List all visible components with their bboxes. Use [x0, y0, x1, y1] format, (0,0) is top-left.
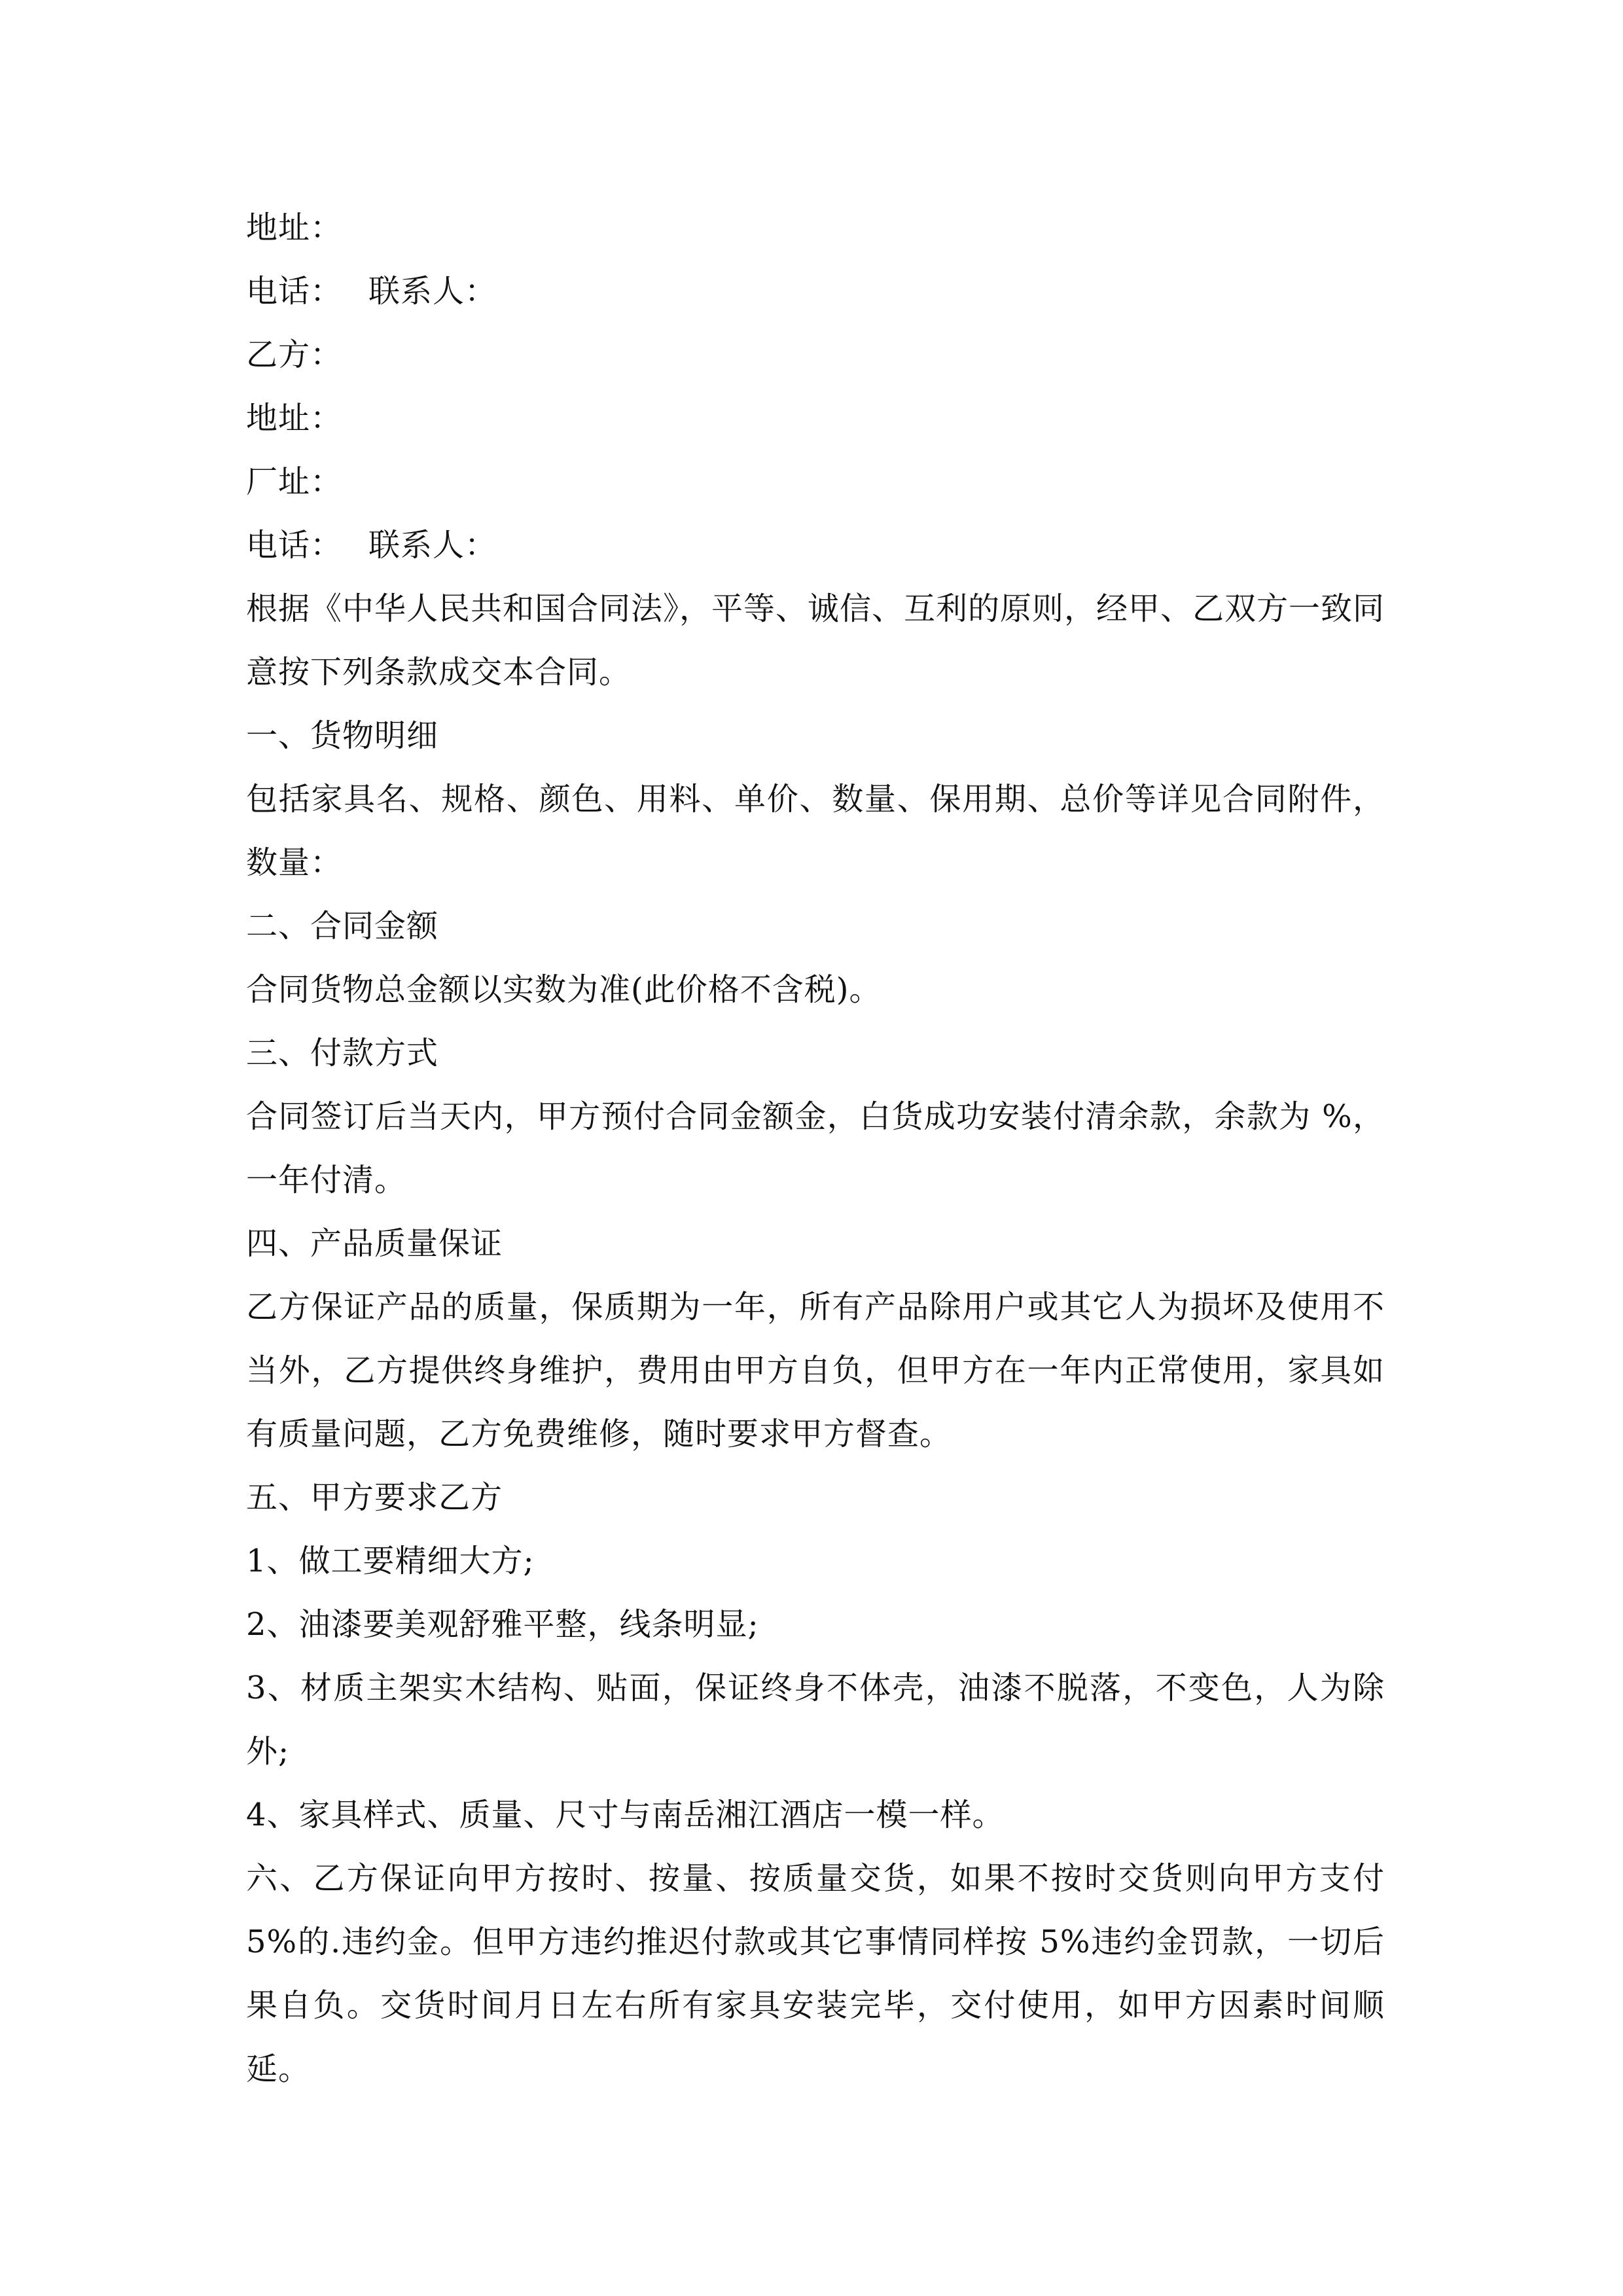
requirement-item-4: 4、家具样式、质量、尺寸与南岳湘江酒店一模一样。: [246, 1797, 1005, 1833]
requirement-item-2: 2、油漆要美观舒雅平整，线条明显;: [246, 1606, 759, 1643]
party-b-title: 乙方：: [246, 336, 343, 373]
party-a-phone-contact: [246, 260, 1385, 323]
section-quality-heading: 四、产品质量保证: [246, 1225, 503, 1262]
party-b-address: 地址：: [246, 400, 343, 437]
section-delivery-body: 六、乙方保证向甲方按时、按量、按质量交货，如果不按时交货则向甲方支付 5%的.违约金。但甲方违约推迟付款或其它事情同样按 5%违约金罚款，一切后果自负。交货时间月日左右所有家具安装完毕，交付使用，如甲方因素时间顺延。: [246, 1860, 1385, 2087]
requirement-item-3: 3、材质主架实木结构、贴面，保证终身不体壳，油漆不脱落，不变色，人为除外;: [246, 1670, 1385, 1770]
party-a-phone-label: 电话：: [246, 273, 343, 310]
section-amount-heading: 二、合同金额: [246, 908, 439, 944]
party-b-phone-contact: [246, 514, 1385, 577]
party-a-address: 地址：: [246, 209, 343, 246]
contract-body: [246, 196, 1385, 2101]
requirement-item-1: 1、做工要精细大方;: [246, 1543, 535, 1579]
section-amount-body: 合同货物总金额以实数为准(此价格不含税)。: [246, 971, 882, 1008]
section-goods-heading: 一、货物明细: [246, 717, 439, 754]
section-payment-body: 合同签订后当天内，甲方预付合同金额金，白货成功安装付清余款，余款为 %，一年付清。: [246, 1098, 1385, 1198]
party-b-contact-label: 联系人：: [368, 527, 497, 564]
section-quality-body: 乙方保证产品的质量，保质期为一年，所有产品除用户或其它人为损坏及使用不当外，乙方提供终身维护，费用由甲方自负，但甲方在一年内正常使用，家具如有质量问题，乙方免费维修，随时要求甲方督查。: [246, 1289, 1385, 1452]
party-a-contact-label: 联系人：: [368, 273, 497, 310]
party-b-factory: 厂址：: [246, 463, 343, 500]
section-payment-heading: 三、付款方式: [246, 1035, 439, 1071]
party-b-phone-label: 电话：: [246, 527, 343, 564]
section-requirements-heading: 五、甲方要求乙方: [246, 1479, 503, 1516]
preamble-paragraph: 根据《中华人民共和国合同法》，平等、诚信、互利的原则，经甲、乙双方一致同意按下列条款成交本合同。: [246, 590, 1385, 691]
section-goods-body: 包括家具名、规格、颜色、用料、单价、数量、保用期、总价等详见合同附件，数量：: [246, 781, 1385, 881]
